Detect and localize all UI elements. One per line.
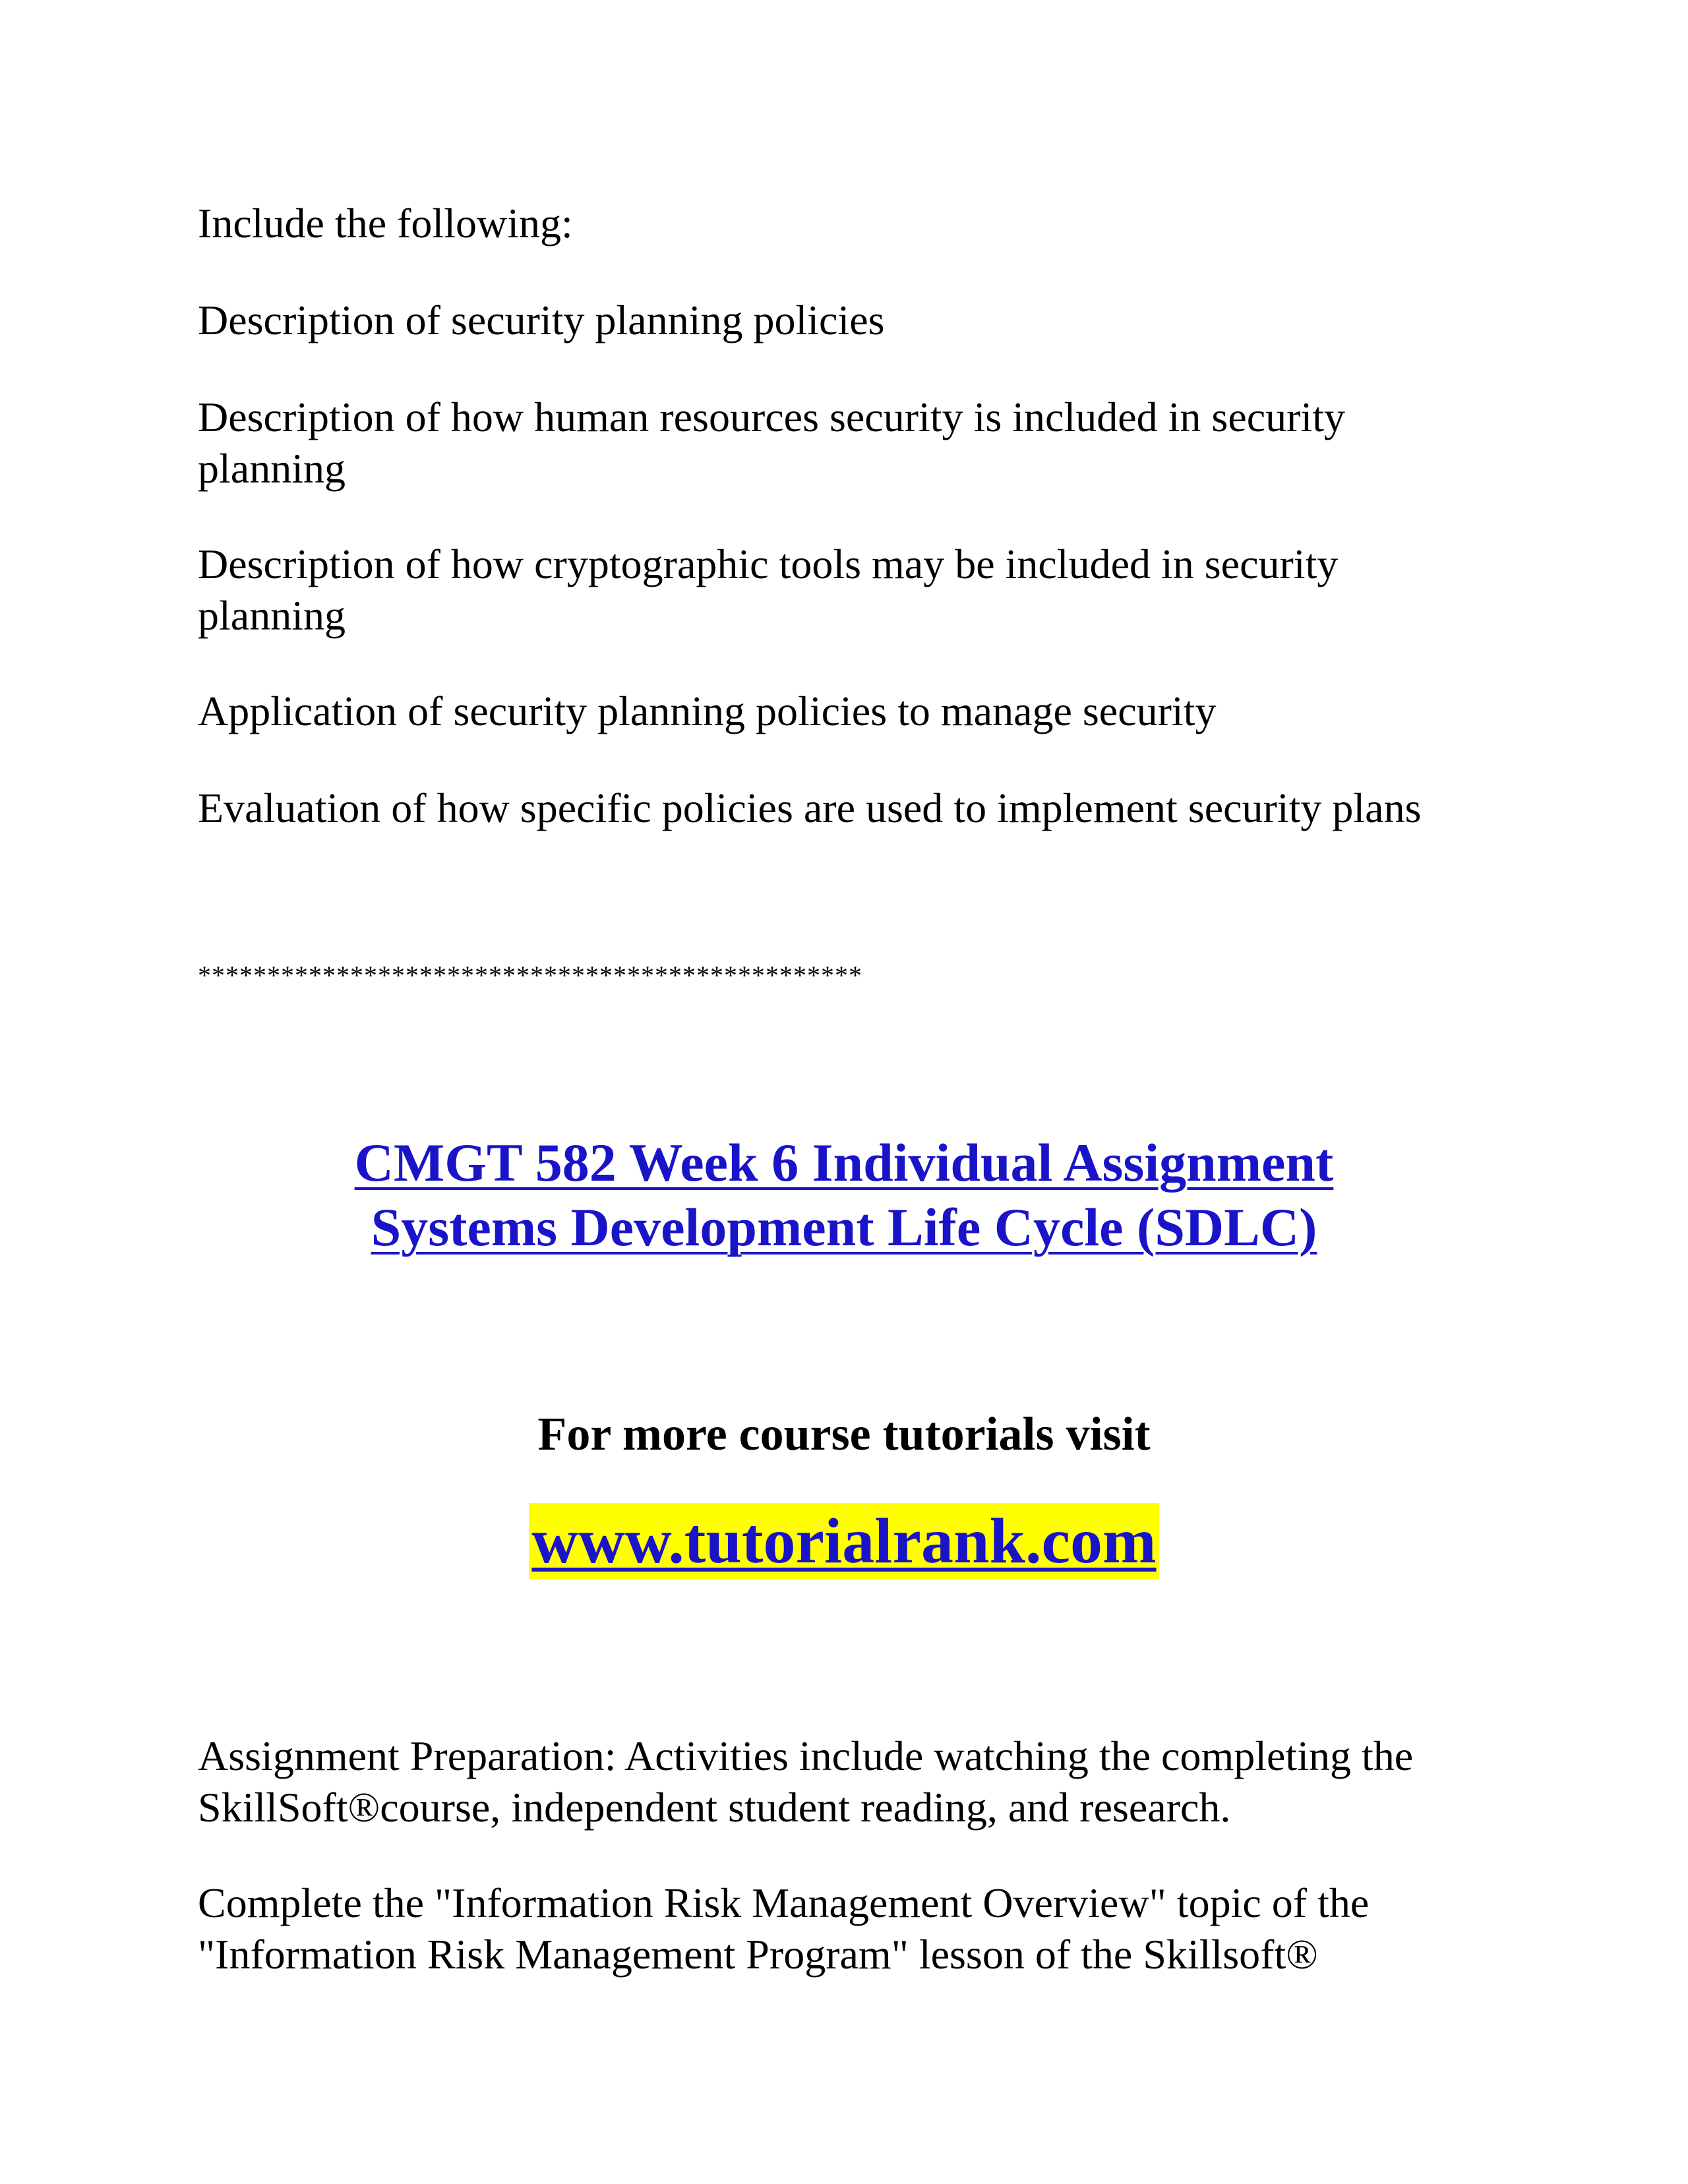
assignment-title-link[interactable]: CMGT 582 Week 6 Individual Assignment Systems Development Life Cycle (SDLC) (354, 1133, 1334, 1257)
preparation-text: Assignment Preparation: Activities include watching the completing the SkillSoft®course, independent student reading, and research. (198, 1732, 1414, 1831)
list-item-2: Description of how human resources security is included in security planning (198, 394, 1345, 492)
visit-text: For more course tutorials visit (537, 1407, 1151, 1460)
url-container (0, 1503, 1688, 1579)
url-highlight (529, 1503, 1159, 1579)
intro-text: Include the following: (198, 200, 573, 247)
list-item-1: Description of security planning policies (198, 297, 885, 343)
tutorialrank-link[interactable]: www.tutorialrank.com (531, 1506, 1157, 1577)
list-item-4: Application of security planning policies to manage security (198, 688, 1217, 734)
separator-stars: ************************************************ (198, 960, 862, 990)
complete-text: Complete the "Information Risk Management Overview" topic of the "Information Risk Management Program" lesson of the Skillsoft® (198, 1879, 1370, 1978)
assignment-title (0, 1131, 1688, 1260)
list-item-5: Evaluation of how specific policies are used to implement security plans (198, 784, 1422, 831)
list-item-3: Description of how cryptographic tools may be included in security planning (198, 541, 1339, 639)
